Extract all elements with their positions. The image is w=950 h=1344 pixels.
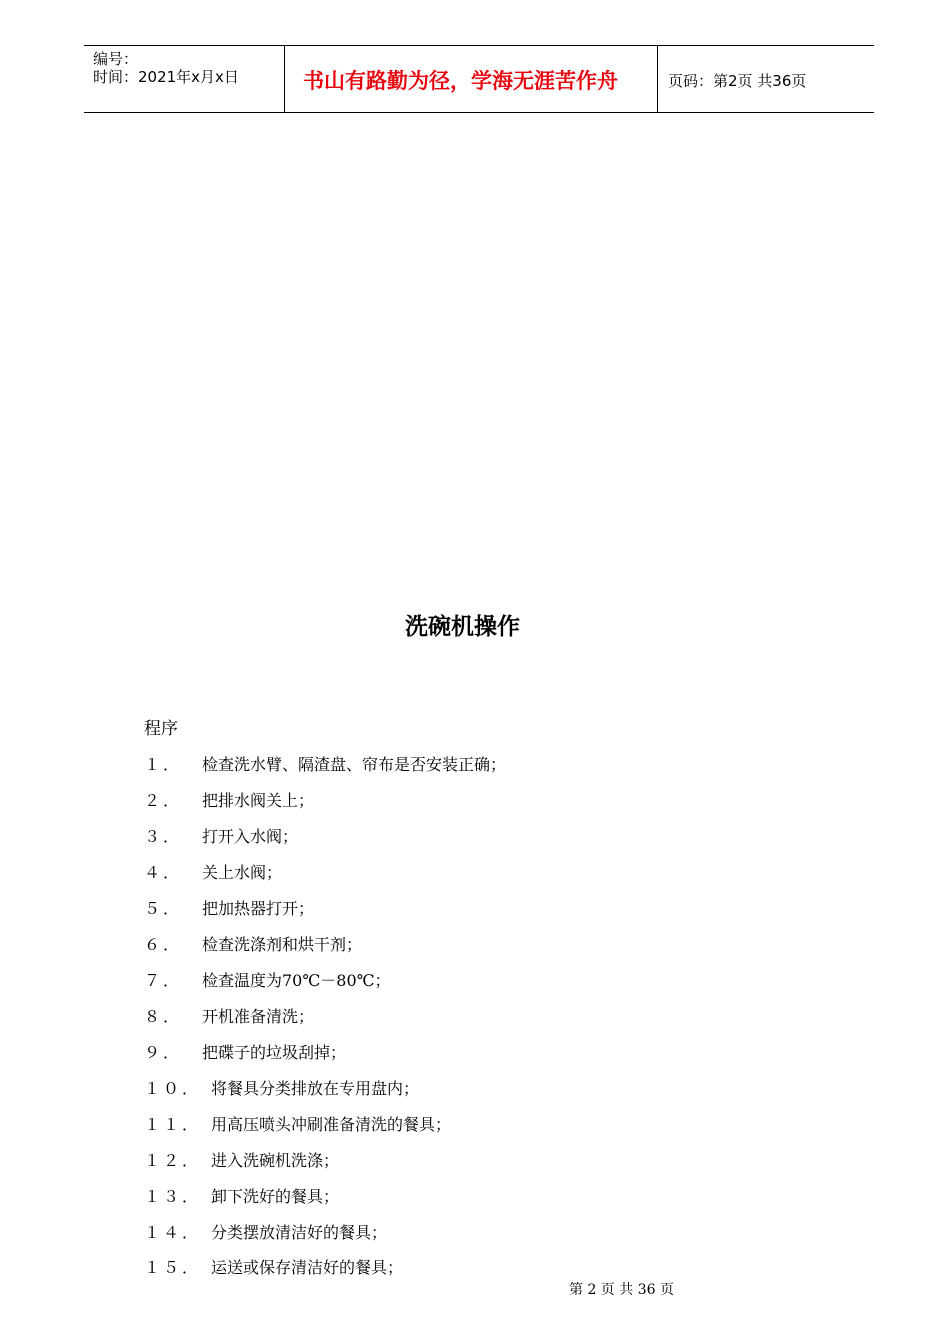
header-motto-cell (285, 46, 658, 112)
step-text: 分类摆放清洁好的餐具； (211, 1223, 388, 1242)
step-text: 检查温度为70℃－80℃； (202, 971, 391, 990)
page-header (84, 45, 874, 113)
step-number: ６． (144, 935, 183, 954)
step-text: 检查洗水臂、隔渣盘、帘布是否安装正确； (202, 755, 507, 774)
step-number: １５． (144, 1258, 202, 1277)
section-label-procedure: 程序 (144, 719, 178, 739)
header-page-info: 页码：第2页 共36页 (668, 72, 807, 90)
step-number: ５． (144, 899, 183, 918)
step-number: １４． (144, 1223, 202, 1242)
step-number: １０． (144, 1079, 202, 1098)
header-motto: 书山有路勤为径，学海无涯苦作舟 (303, 69, 618, 93)
step-number: ２． (144, 791, 183, 810)
step-text: 检查洗涤剂和烘干剂； (202, 935, 363, 954)
step-number: １１． (144, 1115, 202, 1134)
step-text: 运送或保存清洁好的餐具； (211, 1258, 404, 1277)
document-number-label: 编号： (93, 50, 139, 68)
step-number: ８． (144, 1007, 183, 1026)
step-number: ３． (144, 827, 183, 846)
step-text: 用高压喷头冲刷准备清洗的餐具； (211, 1115, 452, 1134)
step-number: １． (144, 755, 183, 774)
step-number: ９． (144, 1043, 183, 1062)
document-date-label: 时间：2021年x月x日 (93, 68, 239, 86)
page-footer: 第 2 页 共 36 页 (569, 1282, 674, 1298)
step-text: 打开入水阀； (202, 827, 299, 846)
step-number: ７． (144, 971, 183, 990)
step-text: 把排水阀关上； (202, 791, 315, 810)
step-text: 把加热器打开； (202, 899, 315, 918)
step-number: １２． (144, 1151, 202, 1170)
step-text: 将餐具分类排放在专用盘内； (211, 1079, 420, 1098)
step-text: 卸下洗好的餐具； (211, 1187, 340, 1206)
step-number: １３． (144, 1187, 202, 1206)
document-title: 洗碗机操作 (405, 614, 520, 640)
step-text: 把碟子的垃圾刮掉； (202, 1043, 347, 1062)
step-text: 开机准备清洗； (202, 1007, 315, 1026)
step-text: 关上水阀； (202, 863, 283, 882)
header-page-cell (658, 46, 874, 112)
step-number: ４． (144, 863, 183, 882)
step-text: 进入洗碗机洗涤； (211, 1151, 340, 1170)
header-meta-cell (84, 46, 285, 112)
